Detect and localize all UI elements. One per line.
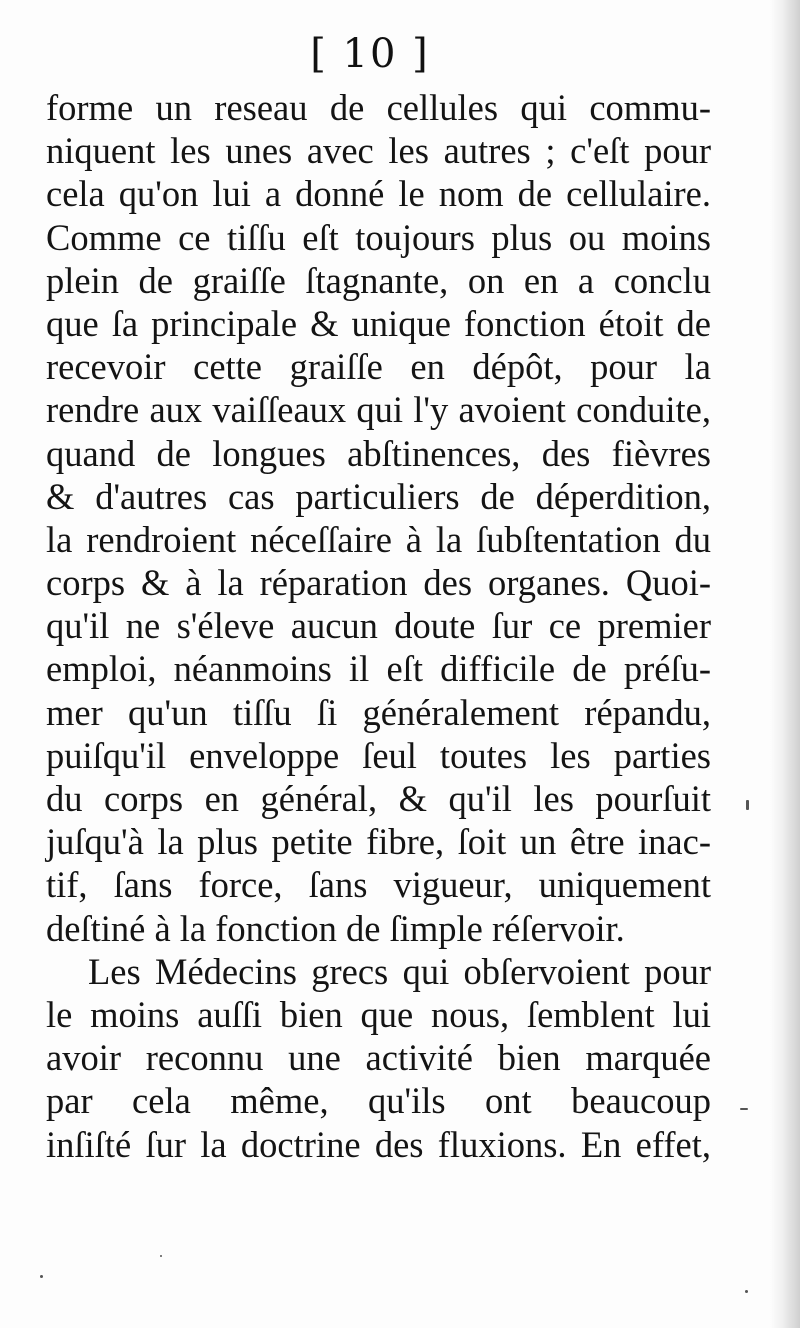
ink-speck: [160, 1255, 162, 1257]
ink-speck: [746, 800, 749, 810]
text-line: puiſqu'il enveloppe ſeul toutes les parties: [46, 734, 711, 776]
page-edge-shadow: [770, 0, 800, 1328]
text-line: qu'il ne s'éleve aucun doute ſur ce premier: [46, 605, 711, 647]
text-line: recevoir cette graiſſe en dépôt, pour la: [46, 346, 711, 388]
text-line: corps & à la réparation des organes. Quoi-: [46, 562, 711, 604]
ink-speck: [40, 1275, 43, 1278]
text-line: avoir reconnu une activité bien marquée: [46, 1037, 711, 1079]
text-line: deſtiné à la fonction de ſimple réſervoir.: [46, 907, 625, 949]
text-line: quand de longues abſtinences, des fièvres: [46, 432, 711, 474]
text-line: niquent les unes avec les autres ; c'eſt pour: [46, 130, 711, 172]
page-number: [ 10 ]: [310, 31, 430, 77]
text-line: du corps en général, & qu'il les pourſuit: [46, 778, 711, 819]
text-line: par cela même, qu'ils ont beaucoup: [46, 1080, 711, 1122]
text-line: la rendroient néceſſaire à la ſubſtentation du: [46, 518, 711, 560]
text-line: forme un reseau de cellules qui commu-: [46, 87, 711, 128]
ink-speck: [740, 1108, 748, 1110]
text-line: emploi, néanmoins il eſt difficile de préſu-: [46, 648, 711, 690]
text-line: inſiſté ſur la doctrine des fluxions. En effet,: [46, 1123, 711, 1165]
text-line: tif, ſans force, ſans vigueur, uniquement: [46, 864, 711, 906]
body-text: [46, 86, 711, 1166]
text-line: & d'autres cas particuliers de déperdition,: [46, 475, 711, 517]
text-line: mer qu'un tiſſu ſi généralement répandu,: [46, 691, 711, 733]
text-line: juſqu'à la plus petite fibre, ſoit un être inac-: [46, 821, 711, 863]
text-line: rendre aux vaiſſeaux qui l'y avoient conduite,: [46, 389, 711, 431]
text-line: plein de graiſſe ſtagnante, on en a conclu: [46, 259, 711, 301]
paragraph-2: [46, 950, 711, 1166]
text-line: Les Médecins grecs qui obſervoient pour: [88, 950, 711, 992]
text-line: cela qu'on lui a donné le nom de cellulaire.: [46, 173, 711, 215]
paragraph-1: [46, 86, 711, 950]
text-line: le moins auſſi bien que nous, ſemblent lui: [46, 993, 711, 1035]
ink-speck: [745, 1290, 748, 1293]
text-line: Comme ce tiſſu eſt toujours plus ou moins: [46, 216, 711, 258]
text-line: que ſa principale & unique fonction étoit de: [46, 302, 711, 344]
